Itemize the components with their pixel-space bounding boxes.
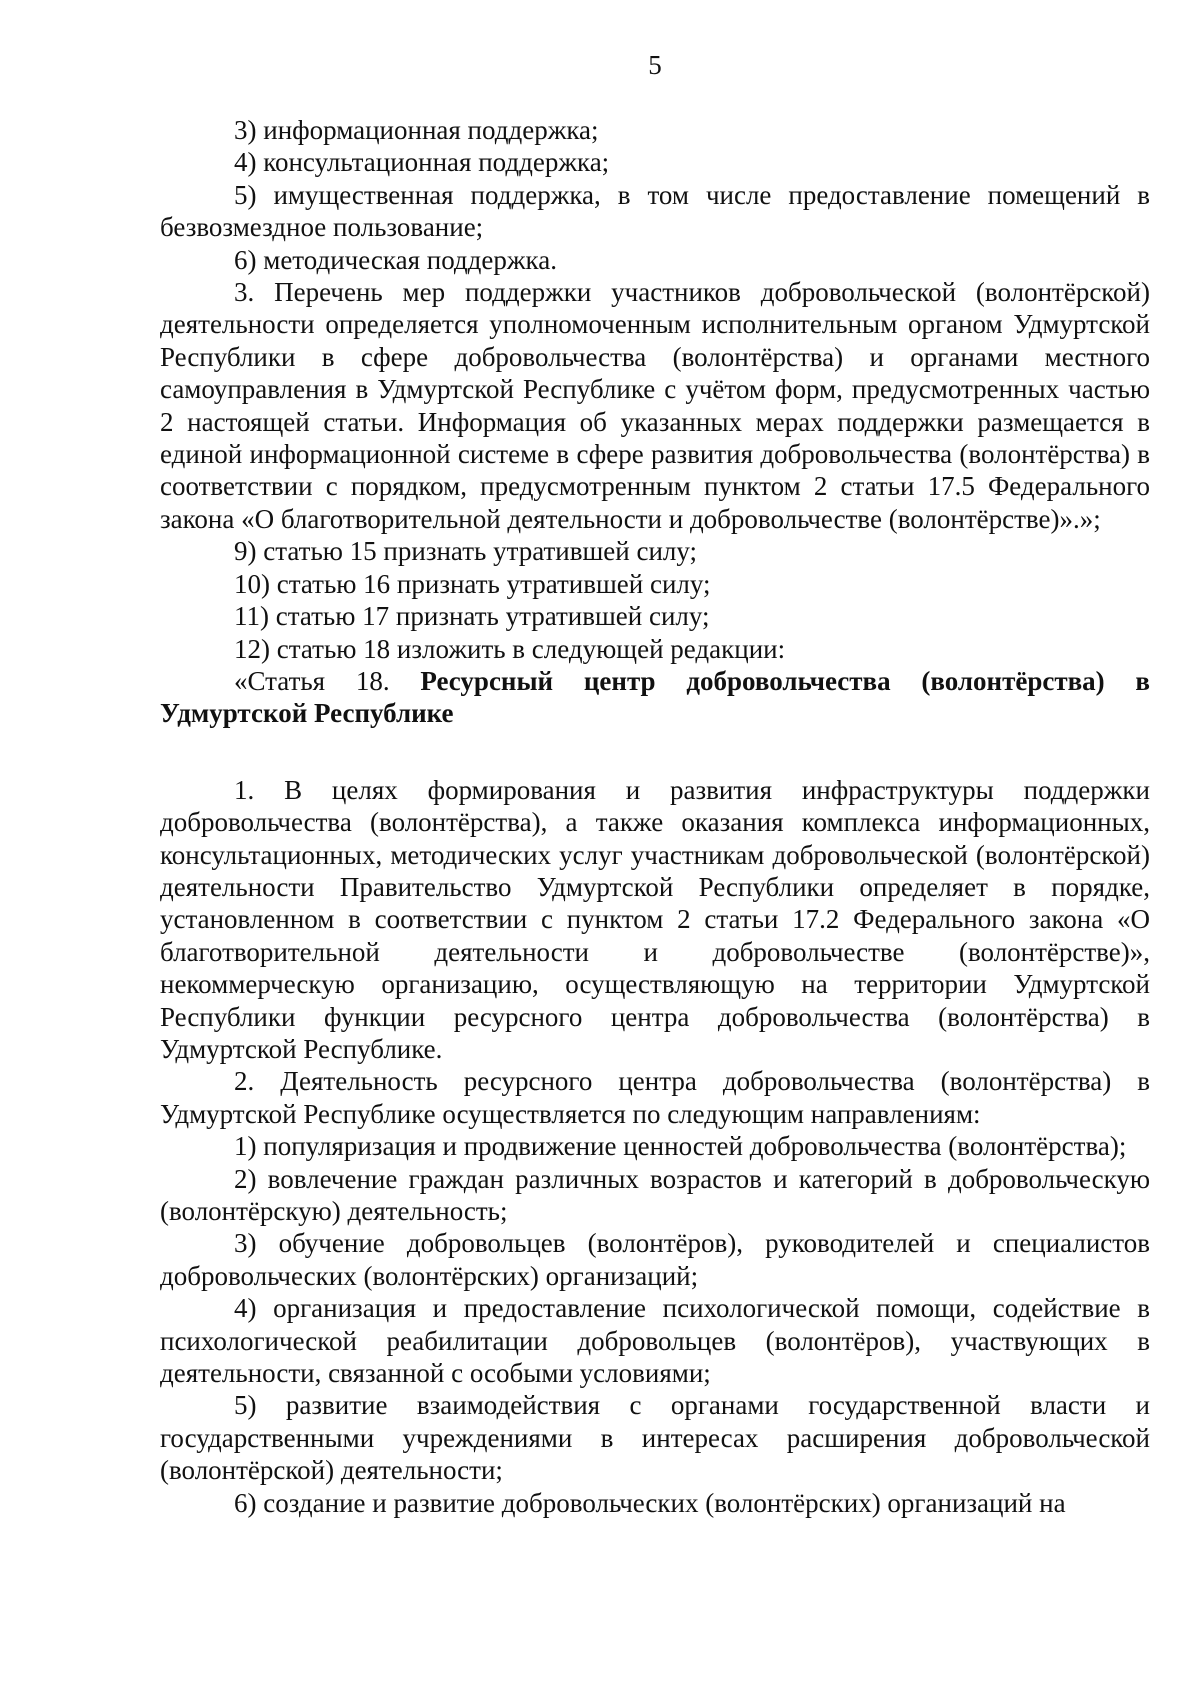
- list-item: 6) методическая поддержка.: [234, 244, 557, 275]
- list-item: 3) информационная поддержка;: [234, 115, 599, 145]
- list-item: 5) развитие взаимодействия с органами государственной власти и государственными учреждениями в интересах расширения добровольческой (волонтёрской) деятельности;: [160, 1390, 1150, 1486]
- article-heading: [160, 665, 1150, 730]
- list-item: 11) статью 17 признать утратившей силу;: [234, 601, 710, 632]
- list-item: 3) обучение добровольцев (волонтёров), руководителей и специалистов добровольческих (волонтёрских) организаций;: [160, 1228, 1150, 1291]
- list-item: 1) популяризация и продвижение ценностей добровольчества (волонтёрства);: [234, 1131, 1127, 1162]
- article-heading-title: Ресурсный центр добровольчества (волонтёрства) в Удмуртской Республике: [160, 665, 1150, 729]
- paragraph: 3. Перечень мер поддержки участников добровольческой (волонтёрской) деятельности определяется уполномоченным исполнительным органом Удмуртской Республики в сфере добровольчества (волонтёрства) и органами местного самоуправления в Удмуртской Республике с учётом форм, предусмотренных частью 2 настоящей статьи. Информация об указанных мерах поддержки размещается в единой информационной системе в сфере развития добровольчества (волонтёрства) в соответствии с порядком, предусмотренным пунктом 2 статьи 17.5 Федерального закона «О благотворительной деятельности и добровольчестве (волонтёрстве)».»;: [160, 277, 1150, 534]
- list-item: 9) статью 15 признать утратившей силу;: [234, 536, 698, 567]
- list-item: 5) имущественная поддержка, в том числе предоставление помещений в безвозмездное пользование;: [160, 179, 1150, 243]
- article-heading-prefix: «Статья 18.: [234, 665, 421, 696]
- list-item: 6) создание и развитие добровольческих (волонтёрских) организаций на: [234, 1487, 1066, 1518]
- list-item: 2) вовлечение граждан различных возрастов и категорий в добровольческую (волонтёрскую) деятельность;: [160, 1163, 1150, 1226]
- list-item: 4) организация и предоставление психологической помощи, содействие в психологической реабилитации добровольцев (волонтёров), участвующих в деятельности, связанной с особыми условиями;: [160, 1293, 1150, 1389]
- list-item: 12) статью 18 изложить в следующей редакции:: [234, 633, 786, 664]
- list-item: 10) статью 16 признать утратившей силу;: [234, 568, 711, 599]
- paragraph: 2. Деятельность ресурсного центра добровольчества (волонтёрства) в Удмуртской Республике осуществляется по следующим направлениям:: [160, 1066, 1150, 1129]
- paragraph: 1. В целях формирования и развития инфраструктуры поддержки добровольчества (волонтёрства), а также оказания комплекса информационных, консультационных, методических услуг участникам добровольческой (волонтёрской) деятельности Правительство Удмуртской Республики определяет в порядке, установленном в соответствии с пунктом 2 статьи 17.2 Федерального закона «О благотворительной деятельности и добровольчестве (волонтёрстве)», некоммерческую организацию, осуществляющую на территории Удмуртской Республики функции ресурсного центра добровольчества (волонтёрства) в Удмуртской Республике.: [160, 774, 1150, 1064]
- list-item: 4) консультационная поддержка;: [234, 147, 610, 178]
- page-number: 5: [648, 50, 662, 80]
- spacer: [160, 730, 1150, 774]
- document-body: [160, 114, 1150, 1519]
